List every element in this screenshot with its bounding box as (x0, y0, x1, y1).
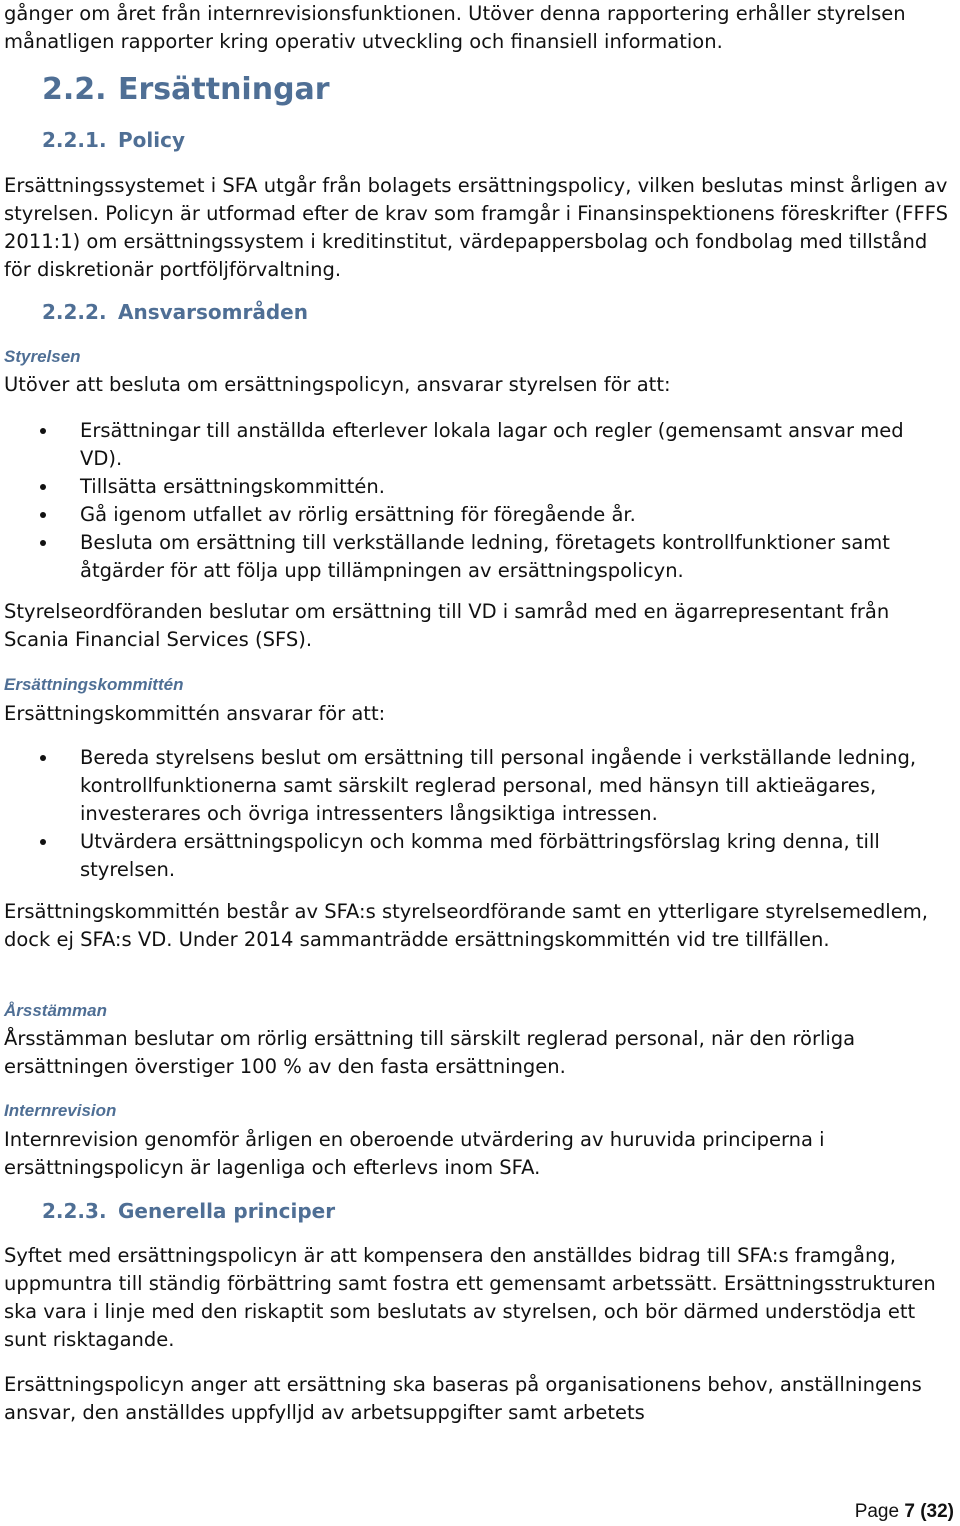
styrelsen-bullet-list (0, 417, 950, 585)
list-item: Besluta om ersättning till verkställande ledning, företagets kontrollfunktioner samt åtgärder för att följa upp tillämpningen av ersättningspolicyn. (0, 529, 950, 585)
bullet-icon (40, 839, 46, 845)
kommitte-heading: Ersättningskommittén (4, 675, 184, 694)
list-item: Utvärdera ersättningspolicyn och komma med förbättringsförslag kring denna, till styrelsen. (0, 828, 950, 884)
styrelsen-after-paragraph: Styrelseordföranden beslutar om ersättning till VD i samråd med en ägarrepresentant från Scania Financial Services (SFS). (4, 600, 890, 651)
list-item: Ersättningar till anställda efterlever lokala lagar och regler (gemensamt ansvar med VD). (0, 417, 950, 473)
kommitte-bullet-list (0, 744, 950, 884)
page-label: Page (854, 1501, 900, 1522)
principer-heading (42, 1197, 335, 1225)
bullet-icon (40, 755, 46, 761)
bullet-icon (40, 540, 46, 546)
arsstamma-paragraph: Årsstämman beslutar om rörlig ersättning till särskilt reglerad personal, när den rörliga ersättningen överstiger 100 % av den fasta ersättningen. (4, 1027, 856, 1078)
arsstamma-heading: Årsstämman (4, 1001, 107, 1020)
policy-number: 2.2.1. (42, 128, 107, 152)
bullet-icon (40, 512, 46, 518)
kommitte-after-paragraph: Ersättningskommittén består av SFA:s styrelseordförande samt en ytterligare styrelsemedlem, dock ej SFA:s VD. Under 2014 sammanträdde ersättningskommittén vid tre tillfällen. (4, 900, 928, 951)
list-item: Tillsätta ersättningskommittén. (0, 473, 950, 501)
styrelsen-heading: Styrelsen (4, 347, 81, 366)
section-number: 2.2. (42, 72, 107, 107)
kommitte-intro: Ersättningskommittén ansvarar för att: (4, 702, 386, 725)
internrevision-paragraph: Internrevision genomför årligen en oberoende utvärdering av huruvida principerna i ersättningspolicyn är lagenliga och efterlevs inom SFA. (4, 1128, 825, 1179)
internrevision-heading: Internrevision (4, 1101, 117, 1120)
page-total: (32) (920, 1501, 954, 1522)
principer-number: 2.2.3. (42, 1199, 107, 1223)
list-item: Gå igenom utfallet av rörlig ersättning för föregående år. (0, 501, 950, 529)
policy-heading (42, 126, 185, 154)
section-heading (42, 72, 330, 108)
ansvar-number: 2.2.2. (42, 300, 107, 324)
page-footer (855, 1498, 954, 1526)
ansvar-title: Ansvarsområden (118, 300, 308, 324)
page-current: 7 (904, 1501, 915, 1522)
intro-paragraph: gånger om året från internrevisionsfunktionen. Utöver denna rapportering erhåller styrelsen månatligen rapporter kring operativ utveckling och finansiell information. (4, 2, 906, 53)
policy-title: Policy (118, 128, 186, 152)
policy-paragraph: Ersättningssystemet i SFA utgår från bolagets ersättningspolicy, vilken beslutas minst årligen av styrelsen. Policyn är utformad efter de krav som framgår i Finansinspektionens föreskrifter (FFFS 2011:1) om ersättningssystem i kreditinstitut, värdepappersbolag och fondbolag med tillstånd för diskretionär portföljförvaltning. (4, 174, 948, 281)
styrelsen-intro: Utöver att besluta om ersättningspolicyn, ansvarar styrelsen för att: (4, 373, 671, 396)
list-item: Bereda styrelsens beslut om ersättning till personal ingående i verkställande ledning, kontrollfunktionerna samt särskilt reglerad personal, med hänsyn till aktieägares, investerares och övriga intressenters långsiktiga intressen. (0, 744, 950, 828)
bullet-icon (40, 484, 46, 490)
section-title: Ersättningar (118, 72, 330, 107)
principer-paragraph-2: Ersättningspolicyn anger att ersättning ska baseras på organisationens behov, anställningens ansvar, den anställdes uppfylljd av arbetsuppgifter samt arbetets (4, 1373, 922, 1424)
principer-title: Generella principer (118, 1199, 336, 1223)
ansvar-heading (42, 298, 308, 326)
bullet-icon (40, 428, 46, 434)
principer-paragraph-1: Syftet med ersättningspolicyn är att kompensera den anställdes bidrag till SFA:s framgång, uppmuntra till ständig förbättring samt fostra ett gemensamt arbetssätt. Ersättningsstrukturen ska vara i linje med den riskaptit som beslutats av styrelsen, och bör därmed understödja ett sunt risktagande. (4, 1244, 936, 1351)
